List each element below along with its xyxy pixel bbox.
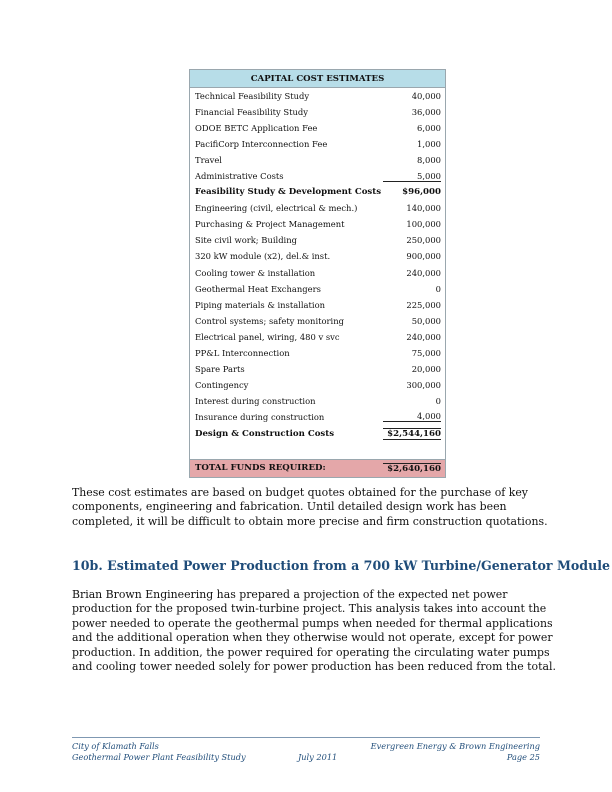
total-label: TOTAL FUNDS REQUIRED: — [195, 463, 326, 474]
row-value: 4,000 — [383, 411, 441, 422]
row-label: Piping materials & installation — [195, 299, 326, 310]
table-row — [195, 136, 441, 152]
footer-date: July 2011 — [298, 752, 338, 762]
row-value: 240,000 — [406, 331, 441, 342]
footer-left — [72, 741, 246, 763]
row-label: Engineering (civil, electrical & mech.) — [195, 203, 358, 214]
table-title: CAPITAL COST ESTIMATES — [190, 70, 445, 88]
table-row — [195, 104, 441, 120]
row-label: 320 kW module (x2), del.& inst. — [195, 251, 331, 262]
table-row — [195, 345, 441, 361]
row-value: 250,000 — [406, 235, 441, 246]
row-value: 40,000 — [411, 91, 441, 102]
row-label: Spare Parts — [195, 363, 245, 374]
table-row — [195, 297, 441, 313]
row-label: Geothermal Heat Exchangers — [195, 283, 321, 294]
capital-cost-table — [189, 69, 446, 478]
table-row — [195, 120, 441, 136]
row-value: 1,000 — [417, 139, 441, 150]
page-number: Page 25 — [506, 752, 540, 762]
row-value: 0 — [435, 395, 441, 406]
row-value: 100,000 — [406, 219, 441, 230]
table-row — [195, 168, 441, 184]
row-label: Insurance during construction — [195, 411, 325, 422]
row-label: Technical Feasibility Study — [195, 91, 310, 102]
row-label: Design & Construction Costs — [195, 428, 335, 439]
row-value: 50,000 — [411, 315, 441, 326]
row-value: 8,000 — [417, 155, 441, 166]
row-label: PacifiCorp Interconnection Fee — [195, 139, 328, 150]
table-row — [195, 409, 441, 425]
table-row — [195, 281, 441, 297]
row-label: Cooling tower & installation — [195, 267, 316, 278]
table-row — [195, 313, 441, 329]
row-label: Purchasing & Project Management — [195, 219, 345, 230]
row-value: 36,000 — [411, 107, 441, 118]
row-value: $2,544,160 — [383, 428, 441, 440]
row-label: Feasibility Study & Development Costs — [195, 187, 382, 198]
row-value: 0 — [435, 283, 441, 294]
footer-divider — [72, 737, 540, 738]
row-label: Electrical panel, wiring, 480 v svc — [195, 331, 340, 342]
table-row — [195, 329, 441, 345]
row-value: 900,000 — [406, 251, 441, 262]
row-label: Travel — [195, 155, 222, 166]
table-row — [195, 200, 441, 216]
footer-right — [371, 741, 540, 763]
footer-authors: Evergreen Energy & Brown Engineering — [370, 741, 540, 751]
row-value: 75,000 — [411, 347, 441, 358]
table-spacer — [190, 443, 445, 459]
row-value: 140,000 — [406, 203, 441, 214]
table-row — [195, 361, 441, 377]
row-value: 5,000 — [383, 171, 441, 182]
table-row — [195, 88, 441, 104]
row-label: Administrative Costs — [195, 171, 284, 182]
table-row — [195, 377, 441, 393]
table-row — [195, 216, 441, 232]
row-label: Site civil work; Building — [195, 235, 297, 246]
section-heading: 10b. Estimated Power Production from a 700 kW Turbine/Generator Module — [72, 558, 611, 573]
row-value: 225,000 — [406, 299, 441, 310]
row-value: 240,000 — [406, 267, 441, 278]
table-row — [195, 248, 441, 264]
footer-document-title: Geothermal Power Plant Feasibility Study — [72, 752, 246, 762]
row-value: 300,000 — [406, 379, 441, 390]
table-row — [195, 232, 441, 248]
row-value: 6,000 — [417, 123, 441, 134]
row-label: Contingency — [195, 379, 249, 390]
row-label: PP&L Interconnection — [195, 347, 290, 358]
table-row — [195, 152, 441, 168]
row-label: ODOE BETC Application Fee — [195, 123, 318, 134]
power-production-paragraph: Brian Brown Engineering has prepared a projection of the expected net power production for the proposed twin-turbine project. This analysis takes into account the power needed to operate the geothermal pumps when needed for thermal applications and the additional operation when they otherwise would not operate, except for power production. In addition, the power required for operating the circulating water pumps and cooling tower needed solely for power production has been reduced from the total. — [72, 588, 556, 674]
row-value: $96,000 — [402, 187, 441, 198]
total-value: $2,640,160 — [383, 463, 441, 474]
footer-organization: City of Klamath Falls — [72, 741, 159, 751]
subtotal-row-feasibility — [195, 184, 441, 200]
row-value: 20,000 — [411, 363, 441, 374]
table-row — [195, 393, 441, 409]
table-row — [195, 265, 441, 281]
row-label: Interest during construction — [195, 395, 316, 406]
row-label: Financial Feasibility Study — [195, 107, 308, 118]
cost-estimates-paragraph: These cost estimates are based on budget quotes obtained for the purchase of key components, engineering and fabrication. Until detailed design work has been completed, it will be difficult to obtain more precise and firm construction quotations. — [72, 486, 548, 528]
total-row — [190, 459, 445, 477]
subtotal-row-design — [195, 425, 441, 443]
table-rows — [190, 88, 445, 443]
row-label: Control systems; safety monitoring — [195, 315, 344, 326]
